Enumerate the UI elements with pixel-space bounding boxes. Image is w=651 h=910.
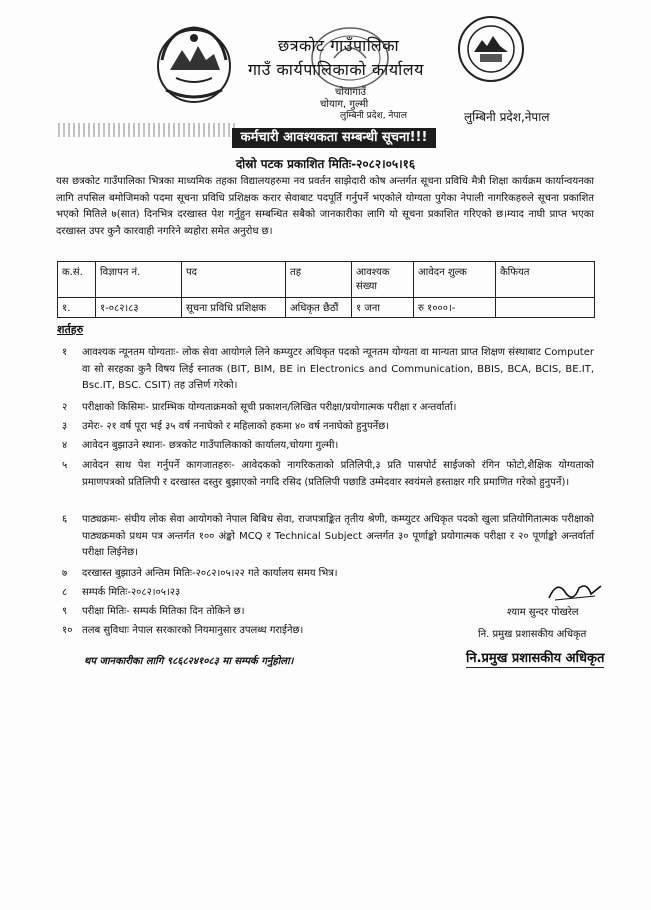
province-label: लुम्बिनी प्रदेश,नेपाल: [464, 110, 550, 124]
table-row: [58, 298, 595, 318]
cell-remarks: [496, 298, 595, 318]
col-count: आवश्यक संख्या: [352, 262, 414, 298]
col-sn: क.सं.: [58, 262, 96, 298]
term-number: ७: [62, 568, 68, 579]
stamp-text-3: लुम्बिनी प्रदेश, नेपाल: [340, 111, 407, 121]
col-ad-no: विज्ञापन नं.: [96, 262, 182, 298]
municipality-seal-icon: [456, 14, 526, 84]
cell-ad-no: १-०८२।८३: [96, 298, 182, 318]
term-item: [62, 623, 462, 640]
term-number: ९: [62, 606, 68, 617]
term-text: सम्पर्क मितिः-२०८२।०५।२३: [82, 587, 181, 598]
term-item: [62, 585, 462, 602]
term-number: ३: [62, 421, 68, 432]
table-header-row: [58, 262, 595, 298]
term-number: १०: [62, 625, 73, 636]
term-item: [62, 400, 594, 417]
term-text: आवेदन साथ पेश गर्नुपर्ने कागजातहरुः- आवेदकको नागरिकताको प्रतिलिपी,३ प्रति पासपोर्ट साईजको रंगिन फोटो,शैक्षिक योग्यताको प्रमाणपत्रको प्रतिलिपी र दरखास्त दस्तुर बुझाएको नगदि रसिद (प्रतिलिपी पछाडि उम्मेदवार स्वयंमले हस्ताक्षर गरि प्रमाणित गरेको हुनुपर्ने)।: [82, 460, 594, 488]
term-text: परीक्षाको किसिमः- प्रारम्भिक योग्यताक्रमको सूची प्रकाशन/लिखित परीक्षा/प्रयोगात्मक परीक्षा र अन्तर्वार्ता।: [82, 402, 457, 413]
col-remarks: कैफियत: [496, 262, 595, 298]
term-number: ८: [62, 587, 68, 598]
terms-heading: शर्तहरु: [57, 323, 84, 336]
term-text: पाठ्यक्रमः- संघीय लोक सेवा आयोगको नेपाल बिबिध सेवा, राजपत्राङ्कित तृतीय श्रेणी, कम्प्युटर अधिकृत पदको खुला प्रतियोगितात्मक परीक्षाको पाठ्यक्रमको प्रथम पत्र अन्तर्गत १०० अंङ्को MCQ र Technical Subject अन्तर्गत ३० पूर्णाङ्को प्रयोगात्मक परीक्षा र २० पूर्णाङ्को अन्तर्वार्ता परीक्षा लिईनेछ।: [82, 514, 594, 558]
contact-note: थप जानकारीका लागि ९८६८२४१०८३ मा सम्पर्क गर्नुहोला।: [84, 656, 294, 667]
published-date: दोस्रो पटक प्रकाशित मितिः-२०८२।०५।१६: [235, 157, 416, 171]
term-item: [62, 438, 594, 455]
term-item: [62, 458, 594, 491]
cell-level: अधिकृत छैठौं: [286, 298, 352, 318]
signature: [545, 578, 605, 604]
notice-title: कर्मचारी आवश्यकता सम्बन्धी सूचना!!!: [232, 128, 436, 148]
stamp-text-1: चोयागाउँ: [335, 87, 367, 98]
office-name: छत्रकोट गाउँपालिका: [278, 36, 400, 55]
term-number: ६: [62, 514, 68, 525]
nepal-emblem-icon: [148, 20, 240, 106]
cell-count: १ जना: [352, 298, 414, 318]
term-item: [62, 604, 462, 621]
term-text: आवश्यक न्यूनतम योग्यताः- लोक सेवा आयोगले लिने कम्प्युटर अधिकृत पदको न्यूनतम योग्यता वा मान्यता प्राप्त शिक्षण संस्थाबाट Computer वा सो सरहका कुनै विषय लिई स्नातक (BIT, BIM, BE in Electronics and Communication, BBIS, BCA, BCIS, BE.IT, Bsc.IT, BSC. CSIT) तह उत्तिर्ण गरेको।: [82, 347, 594, 391]
term-number: ४: [62, 440, 68, 451]
signer-title: नि. प्रमुख प्रशासकीय अधिकृत: [478, 629, 587, 640]
term-text: उमेरः- २१ वर्ष पूरा भई ३५ वर्ष ननाघेको र महिलाको हकमा ४० वर्ष ननाघेको हुनुपर्नेछ।: [82, 421, 390, 432]
col-level: तह: [286, 262, 352, 298]
vacancy-table: [57, 261, 595, 318]
officer-stamp: नि.प्रमुख प्रशासकीय अधिकृत: [466, 648, 604, 668]
col-fee: आवेदन शुल्क: [414, 262, 496, 298]
stamp-text-2: चोयाग, गुल्मी: [320, 99, 369, 110]
term-text: दरखास्त बुझाउने अन्तिम मितिः-२०८२।०५।२२ गते कार्यालय समय भित्र।: [82, 568, 338, 579]
signer-name: श्याम सुन्दर पोखरेल: [507, 607, 579, 618]
term-number: १: [62, 347, 68, 358]
term-item: [62, 512, 594, 562]
term-item: [62, 566, 594, 583]
scan-noise: [58, 123, 238, 137]
cell-sn: १.: [58, 298, 96, 318]
term-text: आवेदन बुझाउने स्थानः- छत्रकोट गाउँपालिकाको कार्यालय,चोयगा गुल्मी।: [82, 440, 339, 451]
term-item: [62, 419, 594, 436]
cell-fee: रु १०००।-: [414, 298, 496, 318]
term-item: [62, 345, 594, 395]
intro-paragraph: यस छत्रकोट गाउँपालिका भित्रका माध्यमिक तहका विद्यालयहरुमा नव प्रवर्तन साझेदारी कोष अन्तर्गत सूचना प्रविधि मैत्री शिक्षा कार्यक्रम कार्यान्वयनका लागि तपसिल बमोजिमको पदमा सूचना प्रविधि प्रशिक्षक करार सेवाबाट पदपूर्ति गर्नुपर्ने भएकोले योग्यता पुगेका नेपाली नागरिकहरुले सूचना प्रकाशित भएको मितिले ७(सात) दिनभित्र दरखास्त पेश गर्नुहुन सम्बन्धित सबैको जानकारीका लागि यो सूचना प्रकाशित गरिएको छ।म्याद नाघी प्राप्त भएका दरखास्त उपर कुनै कारवाही नगरिने ब्यहोरा समेत अनुरोध छ।: [56, 176, 594, 237]
term-text: परीक्षा मितिः- सम्पर्क मितिका दिन तोकिने छ।: [82, 606, 245, 617]
col-post: पद: [182, 262, 286, 298]
term-number: २: [62, 402, 68, 413]
term-text: तलब सुविधाः नेपाल सरकारको नियमानुसार उपलब्ध गराईनेछ।: [82, 625, 304, 636]
cell-post: सूचना प्रविधि प्रशिक्षक: [182, 298, 286, 318]
office-subtitle: गाउँ कार्यपालिकाको कार्यालय: [248, 60, 424, 79]
term-number: ५: [62, 460, 68, 471]
